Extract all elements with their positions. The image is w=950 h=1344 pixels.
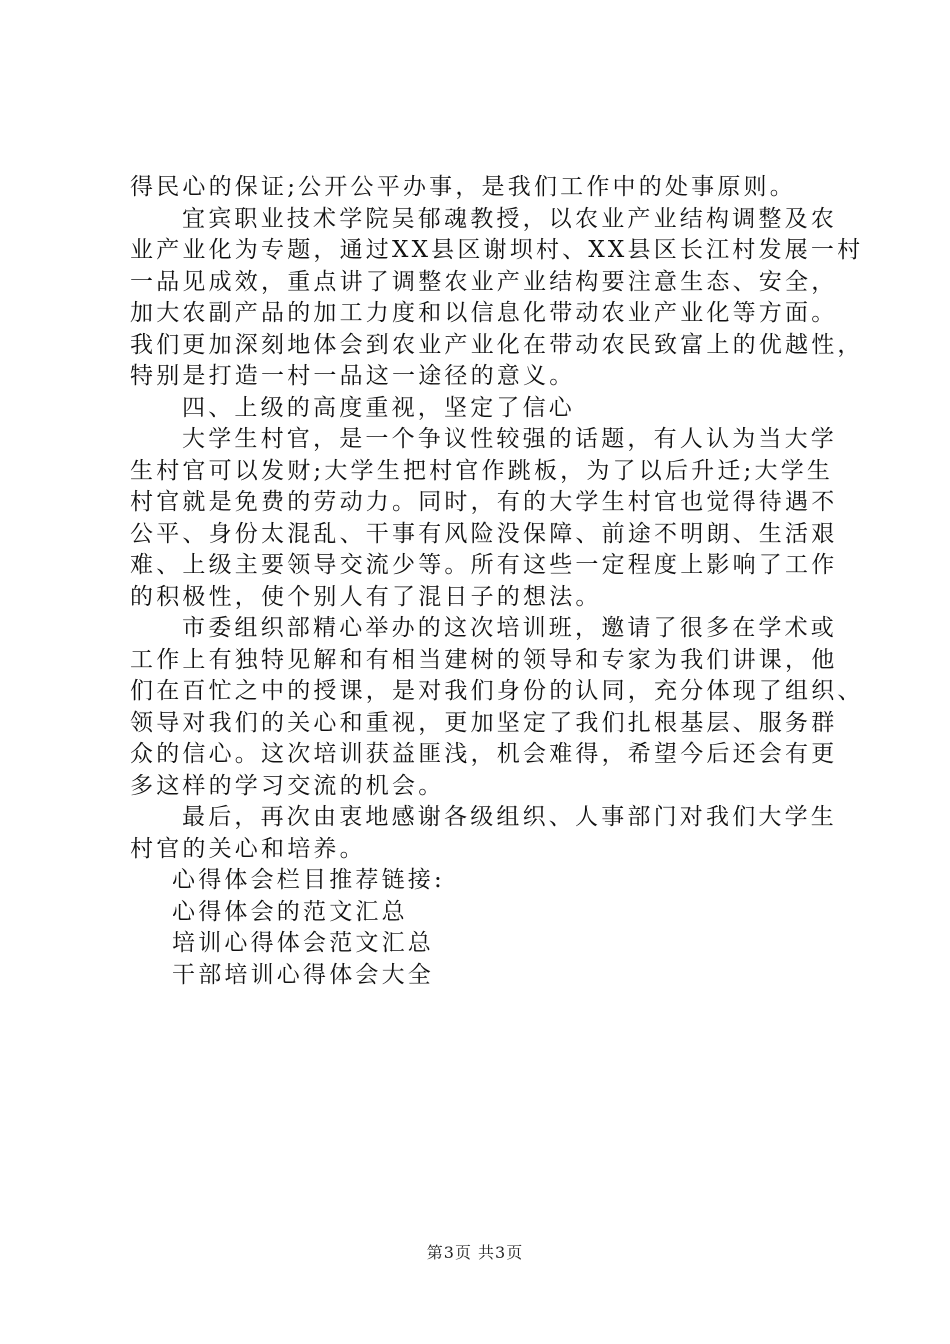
text-line: 们在百忙之中的授课，是对我们身份的认同，充分体现了组织、 bbox=[130, 678, 864, 704]
text-line: 村官就是免费的劳动力。同时，有的大学生村官也觉得待遇不 bbox=[130, 489, 838, 515]
recommended-link-3[interactable]: 干部培训心得体会大全 bbox=[172, 961, 434, 988]
text-line: 加大农副产品的加工力度和以信息化带动农业产业化等方面。 bbox=[130, 300, 838, 326]
text-line: 我们更加深刻地体会到农业产业化在带动农民致富上的优越性， bbox=[130, 331, 864, 358]
paragraph-start-line: 市委组织部精心举办的这次培训班，邀请了很多在学术或 bbox=[182, 615, 837, 641]
recommended-link-2[interactable]: 培训心得体会范文汇总 bbox=[172, 930, 434, 956]
text-line: 公平、身份太混乱、干事有风险没保障、前途不明朗、生活艰 bbox=[130, 520, 838, 547]
text-line: 领导对我们的关心和重视，更加坚定了我们扎根基层、服务群 bbox=[130, 709, 838, 736]
text-line: 特别是打造一村一品这一途径的意义。 bbox=[130, 363, 576, 389]
text-line: 生村官可以发财;大学生把村官作跳板，为了以后升迁;大学生 bbox=[130, 457, 834, 484]
text-line: 众的信心。这次培训获益匪浅，机会难得，希望今后还会有更 bbox=[130, 741, 838, 767]
page-number-footer: 第3页 共3页 bbox=[426, 1243, 524, 1262]
text-line: 难、上级主要领导交流少等。所有这些一定程度上影响了工作 bbox=[130, 552, 838, 578]
section-heading: 四、上级的高度重视，坚定了信心 bbox=[182, 394, 575, 421]
text-line: 的积极性，使个别人有了混日子的想法。 bbox=[130, 583, 602, 610]
text-line: 得民心的保证;公开公平办事，是我们工作中的处事原则。 bbox=[130, 174, 796, 200]
text-line: 一品见成效，重点讲了调整农业产业结构要注意生态、安全， bbox=[130, 268, 838, 295]
text-line: 业产业化为专题，通过XX县区谢坝村、XX县区长江村发展一村 bbox=[130, 237, 864, 263]
recommended-links-heading: 心得体会栏目推荐链接: bbox=[172, 867, 445, 893]
text-line: 工作上有独特见解和有相当建树的领导和专家为我们讲课，他 bbox=[130, 646, 838, 673]
document-body bbox=[130, 172, 864, 991]
paragraph-start-line: 宜宾职业技术学院吴郁魂教授，以农业产业结构调整及农 bbox=[182, 205, 837, 232]
paragraph-start-line: 大学生村官，是一个争议性较强的话题，有人认为当大学 bbox=[182, 426, 837, 452]
text-line: 村官的关心和培养。 bbox=[130, 835, 366, 862]
paragraph-start-line: 最后，再次由衷地感谢各级组织、人事部门对我们大学生 bbox=[182, 804, 837, 830]
text-line: 多这样的学习交流的机会。 bbox=[130, 772, 445, 799]
recommended-link-1[interactable]: 心得体会的范文汇总 bbox=[172, 898, 408, 925]
